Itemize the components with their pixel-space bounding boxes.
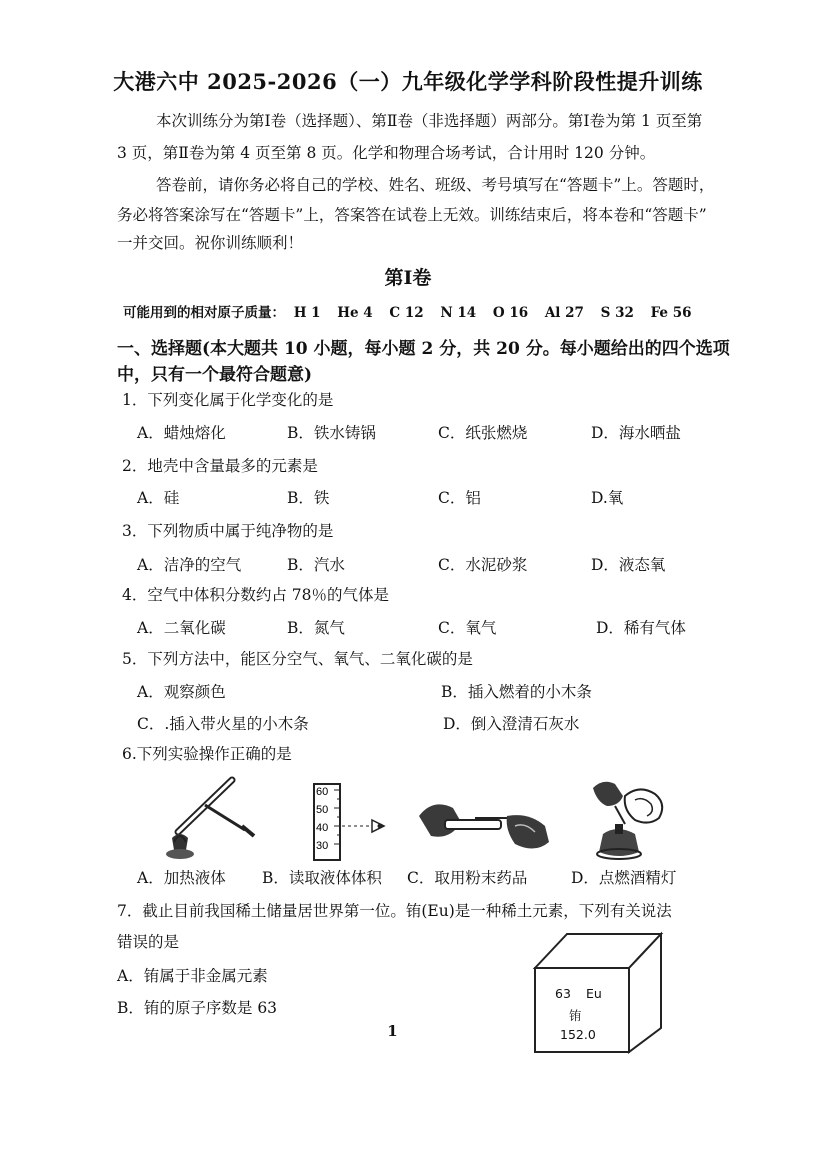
cylinder-tick-label: 60 (316, 786, 329, 798)
section-heading: 第Ⅰ卷 (384, 267, 432, 289)
heating-liquid-figure (150, 772, 260, 862)
question-6-option-d: D．点燃酒精灯 (571, 869, 677, 887)
intro-paragraph-1-line-2: 3 页，第Ⅱ卷为第 4 页至第 8 页。化学和物理合场考试，合计用时 120 分钟。 (117, 144, 656, 162)
atomic-mass-label: 可能用到的相对原子质量： (123, 305, 285, 321)
question-5-option-b: B．插入燃着的小木条 (441, 683, 592, 701)
question-7-option-b: B．铕的原子序数是 63 (117, 999, 278, 1017)
atomic-mass-item: O 16 (492, 305, 529, 321)
page-number: 1 (387, 1022, 398, 1040)
cylinder-tick-label: 40 (316, 822, 329, 834)
intro-paragraph-2-line-2: 务必将答案涂写在“答题卡”上，答案答在试卷上无效。训练结束后，将本卷和“答题卡” (117, 206, 707, 224)
page-title: 大港六中 2025-2026（一）九年级化学学科阶段性提升训练 (113, 69, 703, 94)
element-name: 铕 (569, 1008, 582, 1023)
intro-paragraph-2-line-3: 一并交回。祝你训练顺利！ (117, 234, 304, 252)
element-symbol: Eu (586, 986, 602, 1001)
question-2-option-b: B．铁 (287, 489, 330, 507)
part-one-heading-line-1: 一、选择题(本大题共 10 小题，每小题 2 分，共 20 分。每小题给出的四个选项 (117, 339, 730, 359)
alcohol-lamp-figure (585, 776, 675, 862)
part-one-heading-line-2: 中，只有一个最符合题意) (117, 365, 313, 385)
atomic-mass-item: Fe 56 (650, 305, 692, 321)
question-6-option-b: B．读取液体体积 (262, 869, 382, 887)
question-1-option-d: D．海水晒盐 (591, 424, 681, 442)
atomic-mass-item: N 14 (440, 305, 477, 321)
question-3-option-c: C．水泥砂浆 (438, 556, 528, 574)
atomic-mass-item: H 1 (293, 305, 321, 321)
question-1-stem: 1．下列变化属于化学变化的是 (122, 391, 334, 409)
atomic-mass-item: Al 27 (544, 305, 584, 321)
question-3-option-b: B．汽水 (287, 556, 345, 574)
intro-paragraph-1-line-1: 本次训练分为第Ⅰ卷（选择题）、第Ⅱ卷（非选择题）两部分。第Ⅰ卷为第 1 页至第 (156, 112, 703, 130)
intro-paragraph-2-line-1: 答卷前，请你务必将自己的学校、姓名、班级、考号填写在“答题卡”上。答题时， (156, 176, 715, 194)
question-7-stem-line-1: 7．截止目前我国稀土储量居世界第一位。铕(Eu)是一种稀土元素，下列有关说法 (117, 902, 672, 920)
question-5-option-d: D．倒入澄清石灰水 (443, 715, 580, 733)
question-2-stem: 2．地壳中含量最多的元素是 (122, 457, 318, 475)
element-atomic-mass: 152.0 (560, 1027, 596, 1042)
atomic-mass-item: C 12 (389, 305, 424, 321)
question-3-option-a: A．洁净的空气 (137, 556, 242, 574)
question-1-option-c: C．纸张燃烧 (438, 424, 528, 442)
atomic-mass-item: He 4 (337, 305, 373, 321)
question-4-option-a: A．二氧化碳 (137, 619, 226, 637)
atomic-mass-item: S 32 (600, 305, 634, 321)
question-2-option-c: C．铝 (438, 489, 481, 507)
question-6-option-c: C．取用粉末药品 (407, 869, 528, 887)
question-6-option-a: A．加热液体 (137, 869, 226, 887)
question-4-option-b: B．氮气 (287, 619, 345, 637)
graduated-cylinder-figure (300, 782, 400, 862)
question-5-option-a: A．观察颜色 (137, 683, 226, 701)
question-7-option-a: A．铕属于非金属元素 (117, 967, 268, 985)
question-4-option-c: C．氧气 (438, 619, 497, 637)
question-1-option-a: A．蜡烛熔化 (137, 424, 226, 442)
question-4-stem: 4．空气中体积分数约占 78％的气体是 (122, 586, 390, 604)
element-atomic-number: 63 (555, 986, 571, 1001)
atomic-mass-list (123, 301, 704, 321)
question-6-stem: 6.下列实验操作正确的是 (122, 745, 292, 763)
cylinder-tick-label: 30 (316, 840, 329, 852)
question-5-stem: 5．下列方法中，能区分空气、氧气、二氧化碳的是 (122, 650, 473, 668)
question-2-option-d: D.氧 (591, 489, 624, 507)
question-3-stem: 3．下列物质中属于纯净物的是 (122, 522, 334, 540)
question-2-option-a: A．硅 (137, 489, 180, 507)
question-7-stem-line-2: 错误的是 (117, 933, 180, 951)
question-4-option-d: D．稀有气体 (596, 619, 686, 637)
question-3-option-d: D．液态氧 (591, 556, 666, 574)
question-5-option-c: C．.插入带火星的小木条 (137, 715, 309, 733)
powder-handling-figure (415, 796, 555, 858)
cylinder-tick-label: 50 (316, 804, 329, 816)
question-1-option-b: B．铁水铸锅 (287, 424, 376, 442)
